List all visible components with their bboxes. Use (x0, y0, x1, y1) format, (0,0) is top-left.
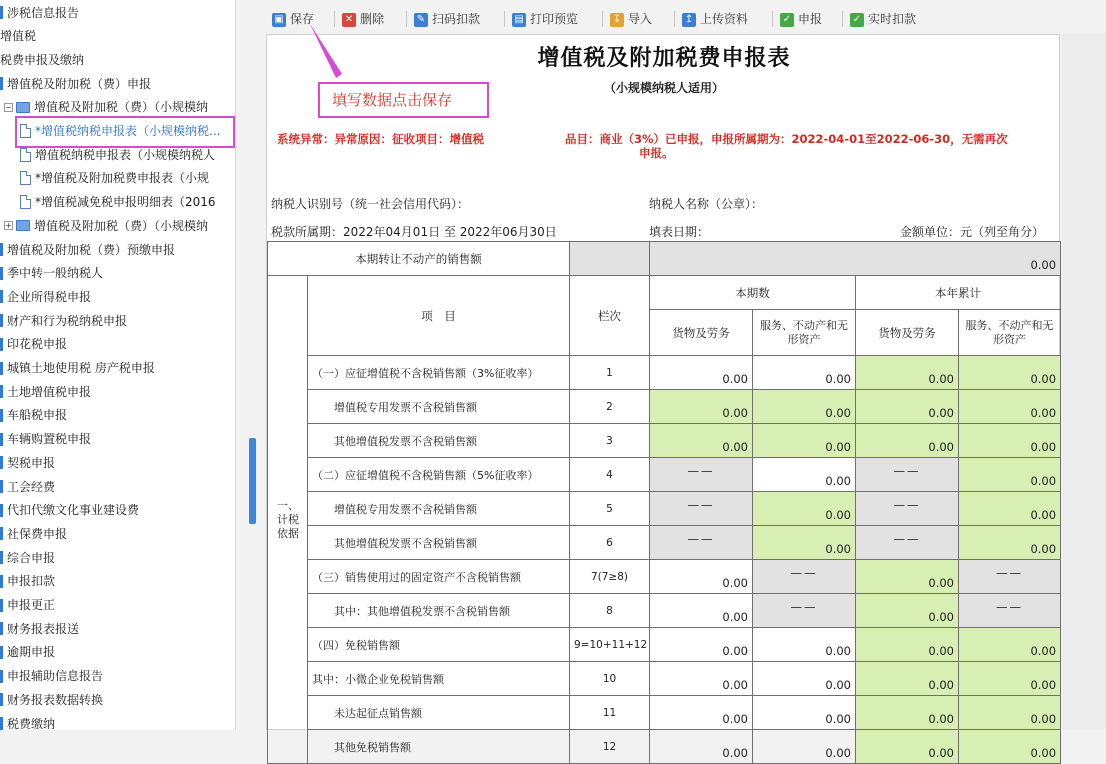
sidebar-item-label: 企业所得税申报 (7, 289, 92, 304)
error-message-right-cont: 申报。 (639, 146, 674, 160)
sidebar-item-16[interactable] (0, 380, 91, 402)
sidebar-item-24[interactable] (0, 570, 55, 592)
document-icon (20, 195, 31, 209)
not-applicable-cell: —— (959, 594, 1061, 628)
amount-cell[interactable]: 0.00 (753, 458, 856, 492)
amount-cell[interactable]: 0.00 (753, 492, 856, 526)
sidebar-item-label: *增值税减免税申报明细表（2016 (35, 195, 216, 210)
row-number: 1 (570, 356, 650, 390)
sidebar-item-12[interactable] (0, 285, 91, 307)
amount-cell[interactable]: 0.00 (856, 594, 959, 628)
sidebar-item-25[interactable] (0, 594, 55, 616)
sidebar-item-label: 申报更正 (7, 598, 56, 612)
toolbar-separator (406, 11, 407, 27)
form-subtitle: （小规模纳税人适用） (603, 81, 724, 95)
row-label: 其中：小微企业免税销售额 (308, 662, 570, 696)
fill-date-label: 填表日期： (649, 225, 710, 239)
row-label: （二）应征增值税不含税销售额（5%征收率） (308, 458, 570, 492)
tree-node-icon (0, 622, 3, 635)
sidebar-item-label: 增值税及附加税（费）（小规模纳 (34, 100, 209, 115)
header-year-to-date: 本年累计 (856, 276, 1061, 310)
amount-cell[interactable]: 0.00 (856, 628, 959, 662)
tree-node-icon (0, 338, 3, 351)
toolbar-button-label: 扫码扣款 (432, 12, 481, 26)
toolbar-separator (504, 11, 505, 27)
sidebar-item-label: 土地增值税申报 (7, 384, 92, 399)
sidebar-item-17[interactable] (0, 404, 67, 426)
declare-button[interactable] (780, 6, 822, 32)
sidebar-item-label: 印花税申报 (7, 337, 68, 352)
amount-cell[interactable]: 0.00 (959, 662, 1061, 696)
table-row (268, 356, 1061, 390)
sidebar-item-label: 工会经费 (7, 479, 56, 494)
tree-node-icon (0, 433, 3, 446)
sidebar-item-27[interactable] (0, 641, 55, 663)
tree-node-icon (0, 456, 3, 469)
amount-cell[interactable]: 0.00 (959, 730, 1061, 764)
amount-cell[interactable]: 0.00 (959, 458, 1061, 492)
sidebar-item-7[interactable] (20, 167, 209, 189)
document-icon (20, 148, 31, 162)
tree-node-icon (0, 362, 3, 375)
toolbar-button-label: 上传资料 (700, 12, 749, 26)
transfer-realestate-value[interactable]: 0.00 (650, 242, 1061, 276)
declaration-table (267, 241, 1061, 764)
transfer-realestate-label: 本期转让不动产的销售额 (268, 242, 570, 276)
tree-node-icon (0, 314, 3, 327)
not-applicable-cell: —— (753, 594, 856, 628)
amount-cell[interactable]: 0.00 (959, 526, 1061, 560)
section-label-text: 一、计税依据 (277, 498, 299, 540)
amount-cell[interactable]: 0.00 (959, 424, 1061, 458)
sidebar-item-label: 契税申报 (7, 455, 56, 470)
row-label: （一）应征增值税不含税销售额（3%征收率） (308, 356, 570, 390)
sidebar-item-9[interactable] (4, 214, 208, 236)
amount-cell[interactable]: 0.00 (650, 662, 753, 696)
row-label: （三）销售使用过的固定资产不含税销售额 (308, 560, 570, 594)
toolbar-separator (842, 11, 843, 27)
amount-cell[interactable]: 0.00 (650, 594, 753, 628)
sidebar-item-11[interactable] (0, 262, 103, 284)
amount-cell[interactable]: 0.00 (856, 730, 959, 764)
tree-node-icon (0, 504, 3, 517)
amount-cell[interactable]: 0.00 (856, 696, 959, 730)
amount-cell[interactable]: 0.00 (753, 730, 856, 764)
row-number: 4 (570, 458, 650, 492)
sidebar-item-label: *增值税纳税申报表（小规模纳税... (35, 124, 221, 138)
sidebar-item-28[interactable] (0, 665, 103, 687)
row-label: 其他增值税发票不含税销售额 (308, 424, 570, 458)
not-applicable-cell: —— (650, 526, 753, 560)
toolbar-separator (602, 11, 603, 27)
expand-icon[interactable]: + (5, 221, 12, 231)
tree-node-icon (0, 290, 3, 303)
sidebar-item-0[interactable] (0, 1, 79, 23)
row-number: 11 (570, 696, 650, 730)
row-label: 其他增值税发票不含税销售额 (308, 526, 570, 560)
blank-cell (570, 242, 650, 276)
sidebar-item-26[interactable] (0, 617, 79, 639)
tree-node-icon (0, 693, 3, 706)
tree-node-icon (0, 599, 3, 612)
sidebar-item-label: 社保费申报 (7, 526, 68, 541)
not-applicable-cell: —— (856, 526, 959, 560)
sidebar-item-label: 季中转一般纳税人 (7, 266, 104, 281)
sidebar-item-label: 申报扣款 (7, 574, 56, 589)
row-number: 2 (570, 390, 650, 424)
scan-button[interactable] (414, 6, 480, 32)
tree-node-icon (0, 6, 3, 19)
row-number: 10 (570, 662, 650, 696)
row-number: 7(7≥8) (570, 560, 650, 594)
tree-node-icon (0, 646, 3, 659)
sidebar-item-label: 税费申报及缴纳 (0, 52, 85, 67)
sidebar-item-3[interactable] (0, 72, 151, 94)
amount-cell[interactable]: 0.00 (753, 390, 856, 424)
folder-icon (16, 220, 30, 231)
error-message-right: 品目：商业（3%）已申报，申报所属期为：2022-04-01至2022-06-30，无需再次 (565, 132, 1008, 146)
table-row (268, 424, 1061, 458)
tree-node-icon (0, 670, 3, 683)
row-number: 6 (570, 526, 650, 560)
sidebar-item-label: *增值税及附加税费申报表（小规 (35, 171, 210, 186)
sidebar-item-label: 代扣代缴文化事业建设费 (7, 503, 140, 518)
sidebar-item-20[interactable] (0, 475, 55, 497)
toolbar-separator (674, 11, 675, 27)
toolbar-button-label: 导入 (628, 12, 653, 26)
amount-cell[interactable]: 0.00 (650, 390, 753, 424)
table-row (268, 390, 1061, 424)
sidebar-tree[interactable] (0, 0, 236, 730)
sidebar-item-18[interactable] (0, 428, 91, 450)
amount-cell[interactable]: 0.00 (856, 424, 959, 458)
sidebar-item-22[interactable] (0, 522, 67, 544)
amount-cell[interactable]: 0.00 (753, 356, 856, 390)
toolbar-separator (772, 11, 773, 27)
toolbar-button-label: 实时扣款 (868, 12, 917, 26)
import-icon: ↧ (610, 13, 624, 27)
collapse-icon[interactable]: − (5, 102, 12, 112)
row-label: 增值税专用发票不含税销售额 (308, 390, 570, 424)
sidebar-item-8[interactable] (20, 191, 216, 213)
table-row (268, 594, 1061, 628)
sidebar-item-1[interactable] (0, 25, 36, 47)
amount-cell[interactable]: 0.00 (650, 424, 753, 458)
tree-node-icon (0, 409, 3, 422)
toolbar-button-label: 保存 (290, 12, 315, 26)
amount-unit-label: 金额单位：元（列至角分） (900, 225, 1045, 239)
sidebar-item-4[interactable] (4, 96, 208, 118)
section-label (268, 276, 308, 764)
error-message-left: 系统异常：异常原因：征收项目：增值税 (277, 132, 484, 146)
sidebar-item-label: 综合申报 (7, 550, 56, 565)
row-label: 未达起征点销售额 (308, 696, 570, 730)
sidebar-item-label: 申报辅助信息报告 (7, 669, 104, 684)
sidebar-item-label: 财务报表报送 (7, 621, 80, 636)
amount-cell[interactable]: 0.00 (959, 356, 1061, 390)
upload-icon: ↥ (682, 13, 696, 27)
header-goods: 货物及劳务 (856, 310, 959, 356)
save-icon: ▣ (272, 13, 286, 27)
tree-node-icon (0, 527, 3, 540)
row-label: 增值税专用发票不含税销售额 (308, 492, 570, 526)
right-gutter (1062, 34, 1106, 730)
sidebar-item-label: 车船税申报 (7, 408, 68, 423)
tree-node-icon (0, 551, 3, 564)
table-row (268, 492, 1061, 526)
tax-period-label: 税款所属期：2022年04月01日 至 2022年06月30日 (271, 225, 557, 239)
table-row (268, 628, 1061, 662)
declaration-form (266, 34, 1060, 760)
amount-cell[interactable]: 0.00 (753, 526, 856, 560)
amount-cell[interactable]: 0.00 (650, 628, 753, 662)
toolbar-button-label: 申报 (798, 12, 823, 26)
tree-node-icon (0, 385, 3, 398)
taxpayer-id-label: 纳税人识别号（统一社会信用代码）： (271, 197, 470, 211)
sidebar-item-label: 涉税信息报告 (7, 5, 80, 20)
sidebar-item-label: 增值税及附加税（费）（小规模纳 (34, 218, 209, 233)
sidebar-item-label: 财务报表数据转换 (7, 692, 104, 707)
sidebar-item-10[interactable] (0, 238, 175, 260)
amount-cell[interactable]: 0.00 (753, 628, 856, 662)
table-row (268, 560, 1061, 594)
sidebar-item-label: 增值税纳税申报表（小规模纳税人 (35, 147, 216, 162)
header-goods: 货物及劳务 (650, 310, 753, 356)
annotation-arrow (300, 24, 360, 80)
table-row (268, 696, 1061, 730)
amount-cell[interactable]: 0.00 (856, 662, 959, 696)
sidebar-item-label: 城镇土地使用税 房产税申报 (7, 361, 155, 375)
sidebar-item-2[interactable] (0, 48, 84, 70)
table-row (268, 662, 1061, 696)
deduct-icon: ✓ (850, 13, 864, 27)
panel-splitter-handle[interactable] (249, 438, 256, 524)
sidebar-item-label: 增值税及附加税（费）预缴申报 (7, 242, 176, 257)
amount-cell[interactable]: 0.00 (856, 390, 959, 424)
delete-icon: ✕ (342, 13, 356, 27)
deduct-button[interactable] (850, 6, 916, 32)
amount-cell[interactable]: 0.00 (650, 730, 753, 764)
sidebar-item-label: 逾期申报 (7, 645, 56, 660)
amount-cell[interactable]: 0.00 (650, 560, 753, 594)
amount-cell[interactable]: 0.00 (753, 696, 856, 730)
tree-node-icon (0, 575, 3, 588)
tree-node-icon (0, 77, 3, 90)
print-button[interactable] (512, 6, 578, 32)
import-button[interactable] (610, 6, 652, 32)
sidebar-item-14[interactable] (0, 333, 67, 355)
not-applicable-cell: —— (650, 458, 753, 492)
amount-cell[interactable]: 0.00 (959, 628, 1061, 662)
sidebar-item-label: 财产和行为税纳税申报 (7, 313, 128, 328)
tree-node-icon (0, 267, 3, 280)
sidebar-item-19[interactable] (0, 451, 55, 473)
selection-highlight-box (15, 116, 235, 148)
tree-node-icon (0, 243, 3, 256)
folder-icon (16, 102, 30, 113)
amount-cell[interactable]: 0.00 (753, 424, 856, 458)
declare-icon: ✓ (780, 13, 794, 27)
sidebar-item-29[interactable] (0, 688, 103, 710)
sidebar-item-30[interactable] (0, 712, 55, 734)
form-title: 增值税及附加税费申报表 (537, 45, 791, 71)
sidebar-item-label: 税费缴纳 (7, 716, 56, 731)
scan-icon: ✎ (414, 13, 428, 27)
sidebar-item-label: 车辆购置税申报 (7, 432, 92, 447)
sidebar-item-label: 增值税及附加税（费）申报 (7, 76, 152, 91)
amount-cell[interactable]: 0.00 (753, 662, 856, 696)
sidebar-item-15[interactable] (0, 357, 155, 379)
header-column-number: 栏次 (570, 276, 650, 356)
sidebar-item-13[interactable] (0, 309, 127, 331)
row-number: 8 (570, 594, 650, 628)
table-row (268, 730, 1061, 764)
row-number: 9=10+11+12 (570, 628, 650, 662)
amount-cell[interactable]: 0.00 (650, 356, 753, 390)
row-label: （四）免税销售额 (308, 628, 570, 662)
tree-node-icon (0, 717, 3, 730)
header-services: 服务、不动产和无形资产 (959, 310, 1061, 356)
header-item: 项 目 (308, 276, 570, 356)
row-label: 其他免税销售额 (308, 730, 570, 764)
not-applicable-cell: —— (959, 560, 1061, 594)
not-applicable-cell: —— (856, 458, 959, 492)
toolbar-button-label: 打印预览 (530, 12, 579, 26)
table-row (268, 458, 1061, 492)
amount-cell[interactable]: 0.00 (856, 560, 959, 594)
sidebar-item-23[interactable] (0, 546, 55, 568)
taxpayer-name-label: 纳税人名称（公章）： (649, 197, 764, 211)
toolbar-button-label: 删除 (360, 12, 385, 26)
amount-cell[interactable]: 0.00 (959, 696, 1061, 730)
upload-button[interactable] (682, 6, 748, 32)
annotation-callout: 填写数据点击保存 (318, 82, 489, 118)
not-applicable-cell: —— (650, 492, 753, 526)
header-services: 服务、不动产和无形资产 (753, 310, 856, 356)
not-applicable-cell: —— (856, 492, 959, 526)
print-icon: ▤ (512, 13, 526, 27)
row-number: 5 (570, 492, 650, 526)
header-current-period: 本期数 (650, 276, 856, 310)
table-row (268, 526, 1061, 560)
row-number: 3 (570, 424, 650, 458)
row-number: 12 (570, 730, 650, 764)
document-icon (20, 171, 31, 185)
row-label: 其中：其他增值税发票不含税销售额 (308, 594, 570, 628)
sidebar-item-21[interactable] (0, 499, 139, 521)
tree-node-icon (0, 480, 3, 493)
amount-cell[interactable]: 0.00 (959, 390, 1061, 424)
amount-cell[interactable]: 0.00 (959, 492, 1061, 526)
amount-cell[interactable]: 0.00 (856, 356, 959, 390)
amount-cell[interactable]: 0.00 (650, 696, 753, 730)
sidebar-item-label: 增值税 (0, 29, 37, 44)
not-applicable-cell: —— (753, 560, 856, 594)
